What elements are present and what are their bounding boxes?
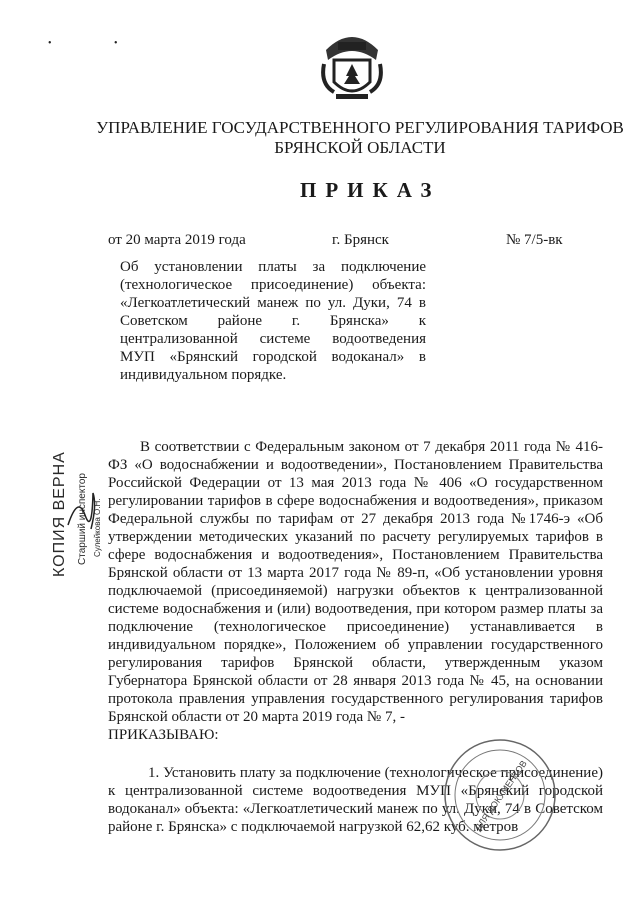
order-subject: Об установлении платы за подключение (технологическое присоединение) объекта: «Легкоатлетический манеж по ул. Дуки, 74 в Советском районе г. Брянска» к централизованной системе водоотведения МУП «Брянский городской водоканал» в индивидуальном порядке.: [120, 259, 426, 383]
organization-name: [80, 118, 640, 158]
coat-of-arms-emblem: [316, 20, 388, 104]
order-city: г. Брянск: [332, 232, 389, 248]
stamp-copy-label: КОПИЯ ВЕРНА: [51, 451, 68, 577]
handwritten-signature: [63, 485, 103, 535]
order-number: № 7/5-вк: [506, 232, 563, 248]
stamp-position: Старший инспектор: [77, 473, 88, 565]
document-title: ПРИКАЗ: [300, 178, 441, 202]
order-keyword: ПРИКАЗЫВАЮ:: [108, 727, 219, 743]
stamp-name: Сулейкова О.Н.: [93, 498, 102, 557]
certified-copy-stamp: [33, 405, 108, 585]
legal-basis-paragraph: В соответствии с Федеральным законом от 7 декабря 2011 года № 416-ФЗ «О водоснабжении и водоотведении», Постановлением Правительства Российской Федерации от 13 мая 2013 года № 406 «О государственном регулировании тарифов в сфере водоснабжения и водоотведения», приказом Федеральной службы по тарифам от 27 декабря 2013 года №1746-э «Об утверждении методических указаний по расчету регулируемых тарифов в сфере водоснабжения и водоотведения», Постановлением Правительства Брянской области от 13 марта 2017 года № 89-п, «Об установлении уровня подключаемой (присоединяемой) нагрузки объектов к централизованной системе водоснабжения и (или) водоотведения, при котором размер платы за подключение (технологическое присоединение) устанавливается в индивидуальном порядке», Положением об управлении государственного регулирования тарифов Брянской области, утвержденным указом Губернатора Брянской области от 28 января 2013 года № 45, на основании протокола правления управления государственного регулирования тарифов Брянской области от 20 марта 2019 года № 7, -: [108, 439, 603, 725]
margin-marks: • •: [48, 38, 148, 49]
round-seal-stamp: [440, 735, 560, 855]
org-line-1: УПРАВЛЕНИЕ ГОСУДАРСТВЕННОГО РЕГУЛИРОВАНИЯ ТАРИФОВ: [96, 118, 624, 137]
order-date: от 20 марта 2019 года: [108, 232, 246, 248]
order-item-1-text: 1. Установить плату за подключение (технологическое присоединение) к централизованной системе водоотведения МУП «Брянский городской водоканал» объекта: «Легкоатлетический манеж по ул. Дуки, 74 в Советском районе г. Брянска» с подключаемой нагрузкой 62,62 куб. метров: [108, 765, 603, 835]
org-line-2: БРЯНСКОЙ ОБЛАСТИ: [274, 138, 446, 157]
svg-text:ДЛЯ ДОКУМЕНТОВ: ДЛЯ ДОКУМЕНТОВ: [472, 758, 529, 833]
